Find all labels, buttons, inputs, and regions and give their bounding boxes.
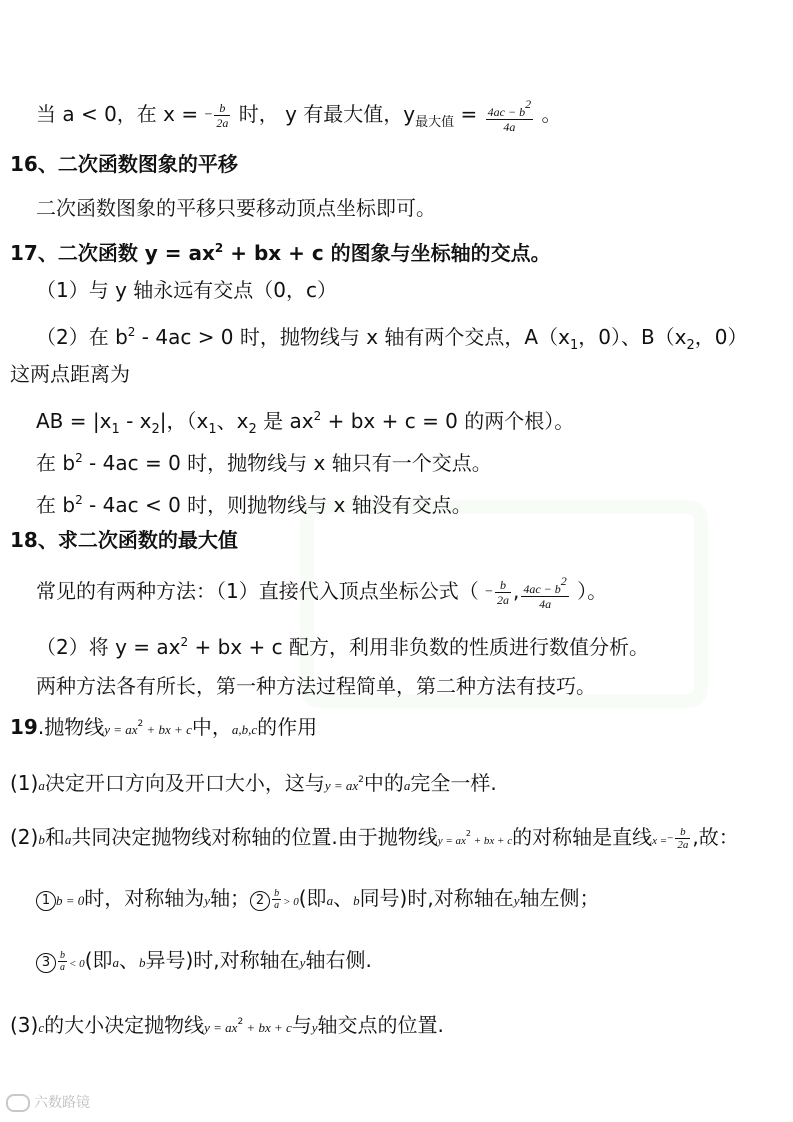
section-17-one-intersection: 在 $b^2 - 4ac = 0$ 时，抛物线与 x 轴只有一个交点。	[36, 451, 492, 475]
section-18-summary: 两种方法各有所长，第一种方法过程简单，第二种方法有技巧。	[36, 674, 596, 698]
fraction-4ac-b2-over-4a: $\frac{4ac - b^2}{4a}$	[487, 97, 532, 134]
circled-number-1: 1	[36, 891, 56, 911]
max-value-line: 当 a < 0，在 x = − $\frac{b}{2a}$ 时， y 有最大值，$y_{最大值}$ = $\frac{4ac - b^2}{4a}$ 。	[36, 97, 562, 134]
section-19-case-1-2: 1 b = 0时，对称轴为y轴； 2 $\frac{b}{a}$ > 0(即a、b同号)时,对称轴在y轴左侧；	[36, 884, 600, 916]
circled-number-2: 2	[250, 891, 270, 911]
section-19-item-3: (3)c的大小决定抛物线$y = ax^2$ + bx + c与y轴交点的位置.	[10, 1013, 444, 1037]
section-19-heading: 19.抛物线$y = ax^2$ + bx + c中，a,b,c的作用	[10, 715, 318, 739]
circled-number-3: 3	[36, 953, 56, 973]
watermark-logo-icon	[6, 1094, 30, 1112]
section-17-distance-formula: AB = $|x_1 - x_2|$，（$x_1$、$x_2$ 是 $ax^2$ + bx + c = 0 的两个根）。	[36, 409, 575, 437]
section-18-heading: 18、求二次函数的最大值	[10, 528, 238, 552]
section-17-item-1: （1）与 y 轴永远有交点（0，c）	[36, 278, 337, 302]
section-17-no-intersection: 在 $b^2 - 4ac < 0$ 时，则抛物线与 x 轴没有交点。	[36, 493, 472, 517]
section-18-method-1: 常见的有两种方法：（1）直接代入顶点坐标公式（ − $\frac{b}{2a}$ , $\frac{4ac - b^2}{4a}$ ）。	[36, 574, 608, 611]
section-16-heading: 16、二次函数图象的平移	[10, 152, 238, 176]
section-19-item-1: (1)a决定开口方向及开口大小，这与$y = ax^2$中的a完全一样.	[10, 771, 497, 795]
section-17-heading: 17、二次函数 $y = ax^2$ + bx + c 的图象与坐标轴的交点。	[10, 241, 551, 265]
section-17-item-2: （2）在 $b^2 - 4ac > 0$ 时，抛物线与 x 轴有两个交点，$A(x_1$，0）、$B(x_2$，0）	[36, 325, 748, 353]
corner-watermark: 六数路镜	[6, 1092, 90, 1112]
section-17-distance-label: 这两点距离为	[10, 362, 130, 386]
section-19-item-2: (2)b和a共同决定抛物线对称轴的位置.由于抛物线$y = ax^2$ + bx + c的对称轴是直线x =− $\frac{b}{2a}$ ,故：	[10, 825, 739, 851]
section-18-method-2: （2）将 $y = ax^2$ + bx + c 配方，利用非负数的性质进行数值分析。	[36, 635, 649, 659]
fraction-b-over-2a: $\frac{b}{2a}$	[216, 101, 229, 130]
section-16-text: 二次函数图象的平移只要移动顶点坐标即可。	[36, 196, 436, 220]
section-19-case-3: 3 $\frac{b}{a}$ < 0(即a、b异号)时,对称轴在y轴右侧.	[36, 946, 372, 978]
